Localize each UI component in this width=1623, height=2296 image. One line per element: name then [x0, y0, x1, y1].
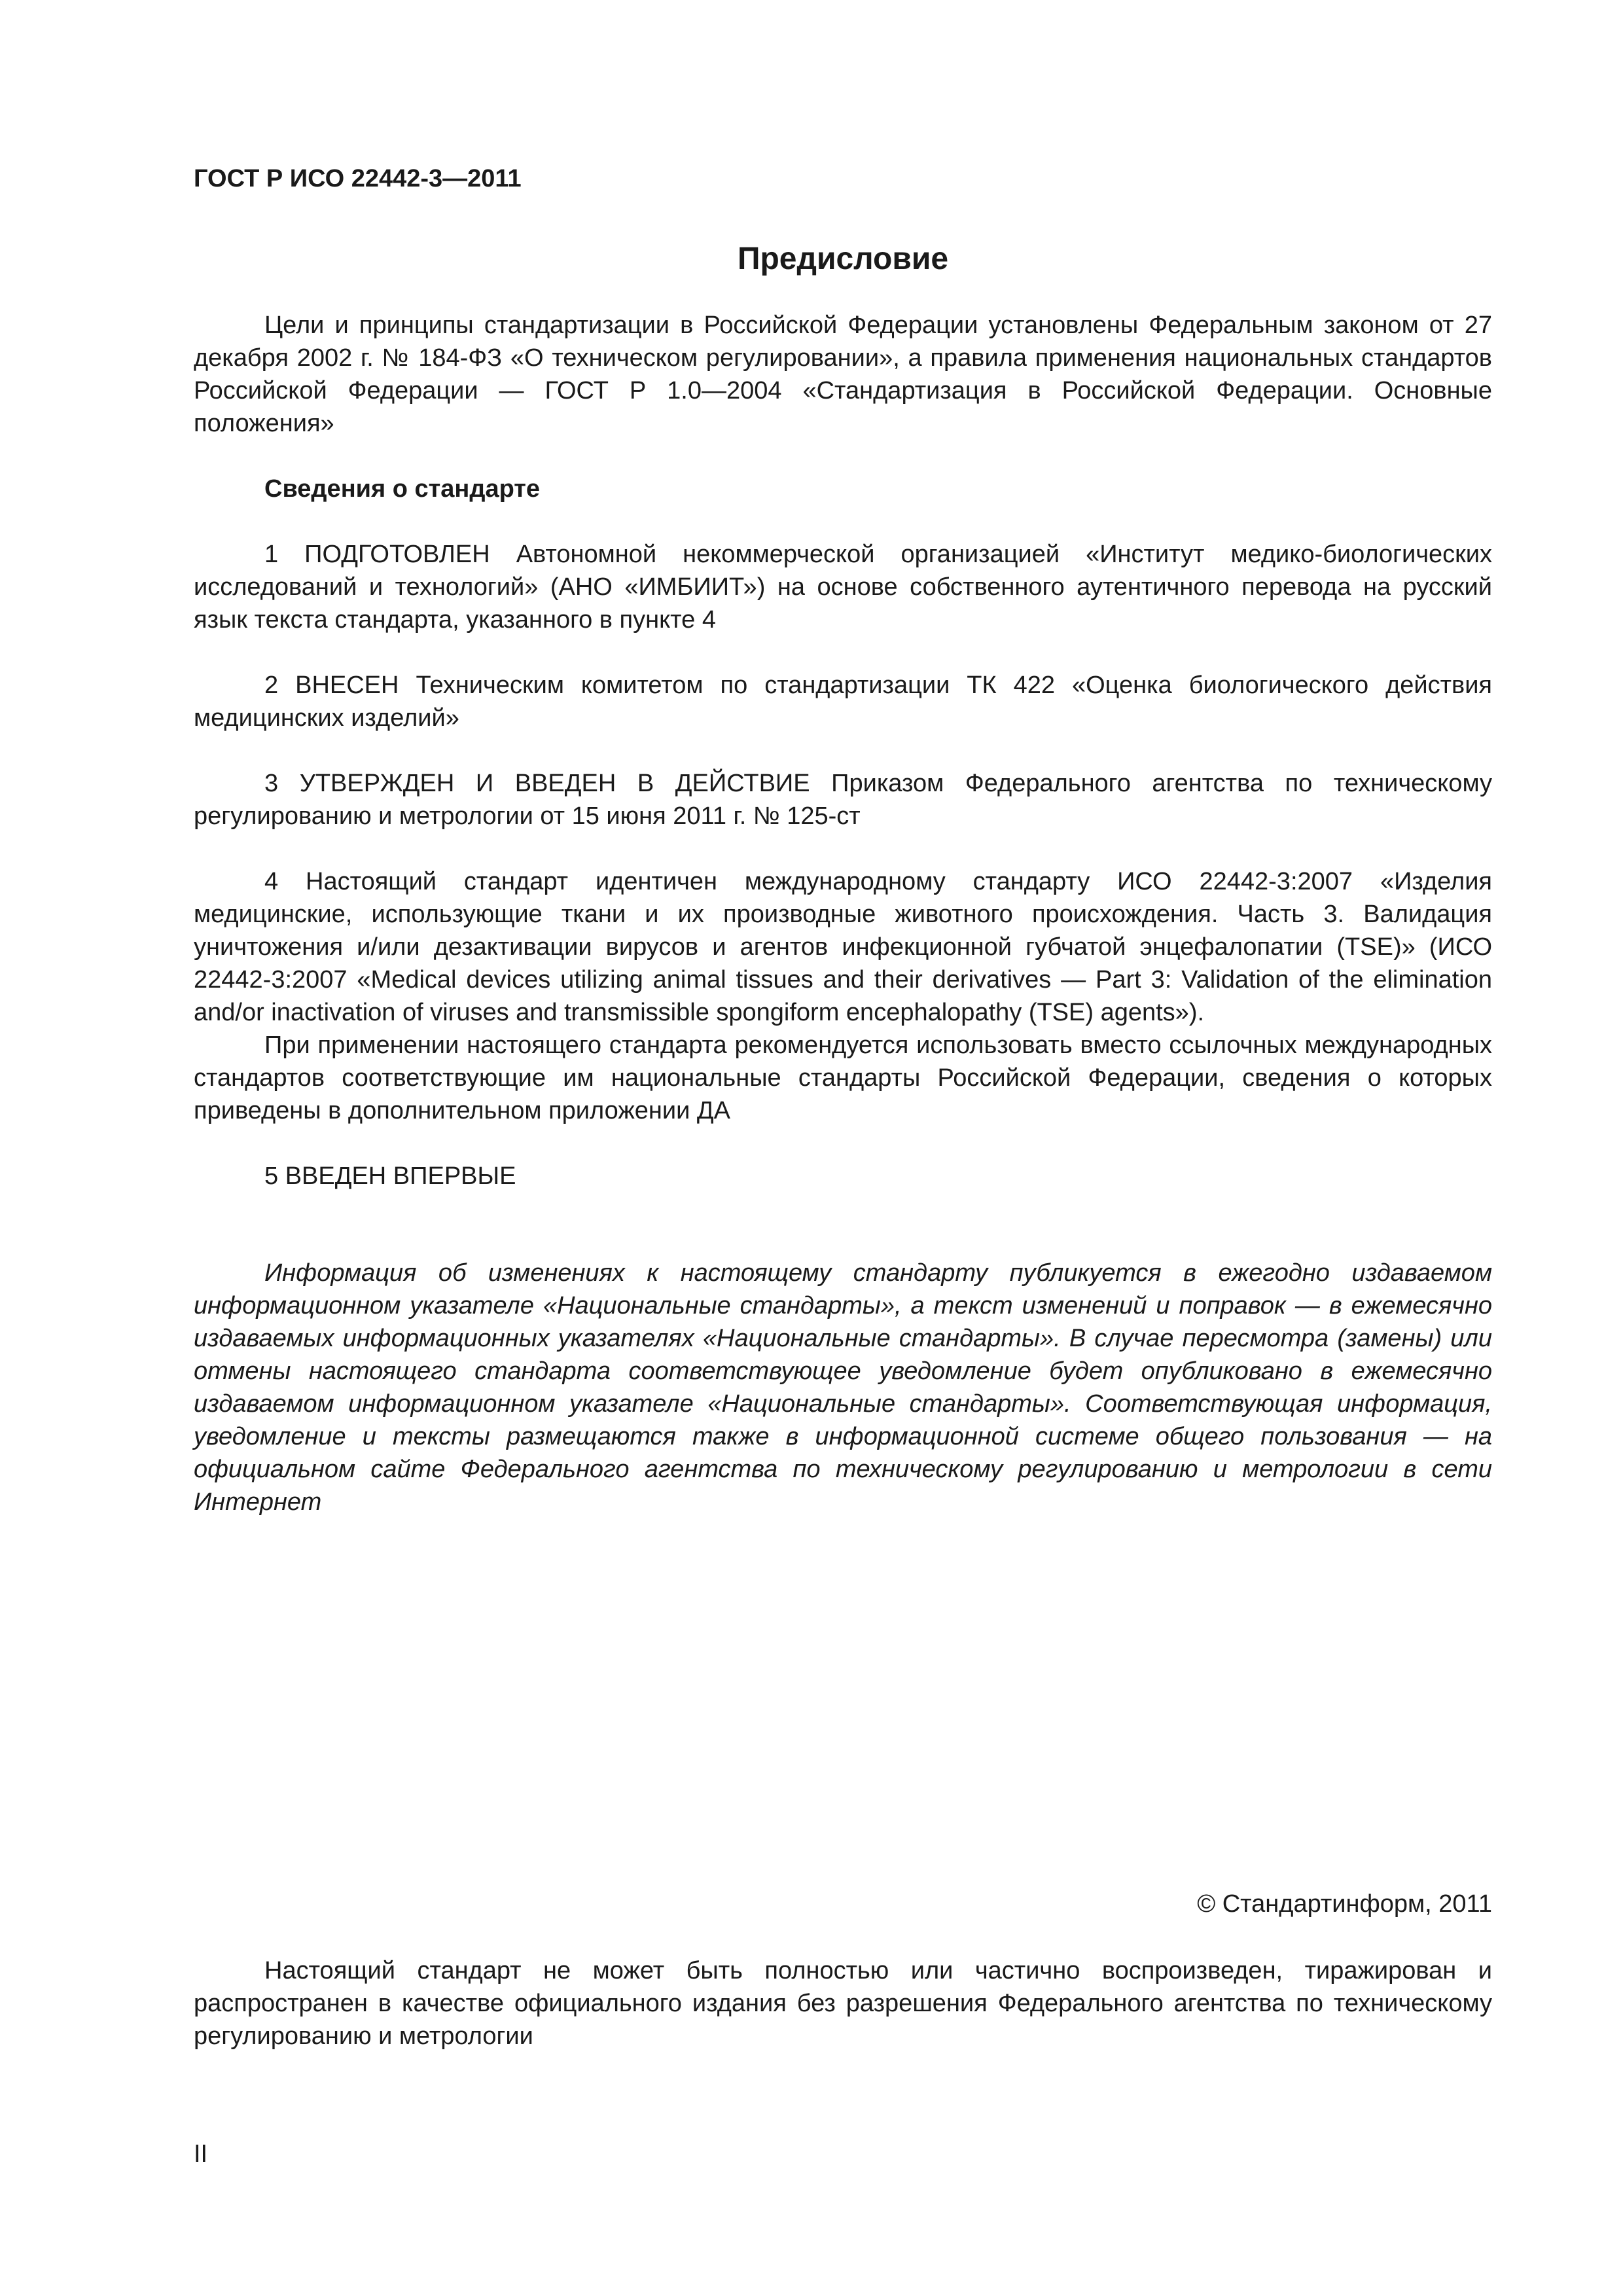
standard-code: ГОСТ Р ИСО 22442-3—2011 [194, 165, 522, 192]
item-5: 5 ВВЕДЕН ВПЕРВЫЕ [264, 1162, 516, 1190]
item-2: 2 ВНЕСЕН Техническим комитетом по стандартизации ТК 422 «Оценка биологического действия медицинских изделий» [194, 672, 1492, 732]
page-number: II [194, 2140, 208, 2168]
item-4: 4 Настоящий стандарт идентичен международному стандарту ИСО 22442-3:2007 «Изделия медицинские, использующие ткани и их производные животного происхождения. Часть 3. Валидация уничтожения и/или дезактивации вирусов и агентов инфекционной губчатой энцефалопатии (TSE)» (ИСО 22442-3:2007 «Medical devices utilizing animal tissues and their derivatives — Part 3: Validation of the elimination and/or inactivation of viruses and transmissible spongiform encephalopathy (TSE) agents»). [194, 868, 1492, 1026]
change-info-notice: Информация об изменениях к настоящему стандарту публикуется в ежегодно издаваемом информационном указателе «Национальные стандарты», а текст изменений и поправок — в ежемесячно издаваемых информационных указателях «Национальные стандарты». В случае пересмотра (замены) или отмены настоящего стандарта соответствующее уведомление будет опубликовано в ежемесячно издаваемом информационном указателе «Национальные стандарты». Соответствующая информация, уведомление и тексты размещаются также в информационной системе общего пользования — на официальном сайте Федерального агентства по техническому регулированию и метрологии в сети Интернет [194, 1259, 1492, 1516]
intro-paragraph: Цели и принципы стандартизации в Российской Федерации установлены Федеральным законом от 27 декабря 2002 г. № 184-ФЗ «О техническом регулировании», а правила применения национальных стандартов Российской Федерации — ГОСТ Р 1.0—2004 «Стандартизация в Российской Федерации. Основные положения» [194, 312, 1492, 437]
page-title: Предисловие [737, 242, 949, 276]
item-1: 1 ПОДГОТОВЛЕН Автономной некоммерческой организацией «Институт медико-биологических исследований и технологий» (АНО «ИМБИИТ») на основе собственного аутентичного перевода на русский язык текста стандарта, указанного в пункте 4 [194, 541, 1492, 634]
info-heading: Сведения о стандарте [264, 475, 541, 503]
item-3: 3 УТВЕРЖДЕН И ВВЕДЕН В ДЕЙСТВИЕ Приказом Федерального агентства по техническому регулированию и метрологии от 15 июня 2011 г. № 125-ст [194, 770, 1492, 830]
reproduction-notice: Настоящий стандарт не может быть полностью или частично воспроизведен, тиражирован и распространен в качестве официального издания без разрешения Федерального агентства по техническому регулированию и метрологии [194, 1957, 1492, 2050]
copyright: © Стандартинформ, 2011 [1197, 1890, 1492, 1918]
item-4-extra: При применении настоящего стандарта рекомендуется использовать вместо ссылочных международных стандартов соответствующие им национальные стандарты Российской Федерации, сведения о которых приведены в дополнительном приложении ДА [194, 1031, 1492, 1124]
